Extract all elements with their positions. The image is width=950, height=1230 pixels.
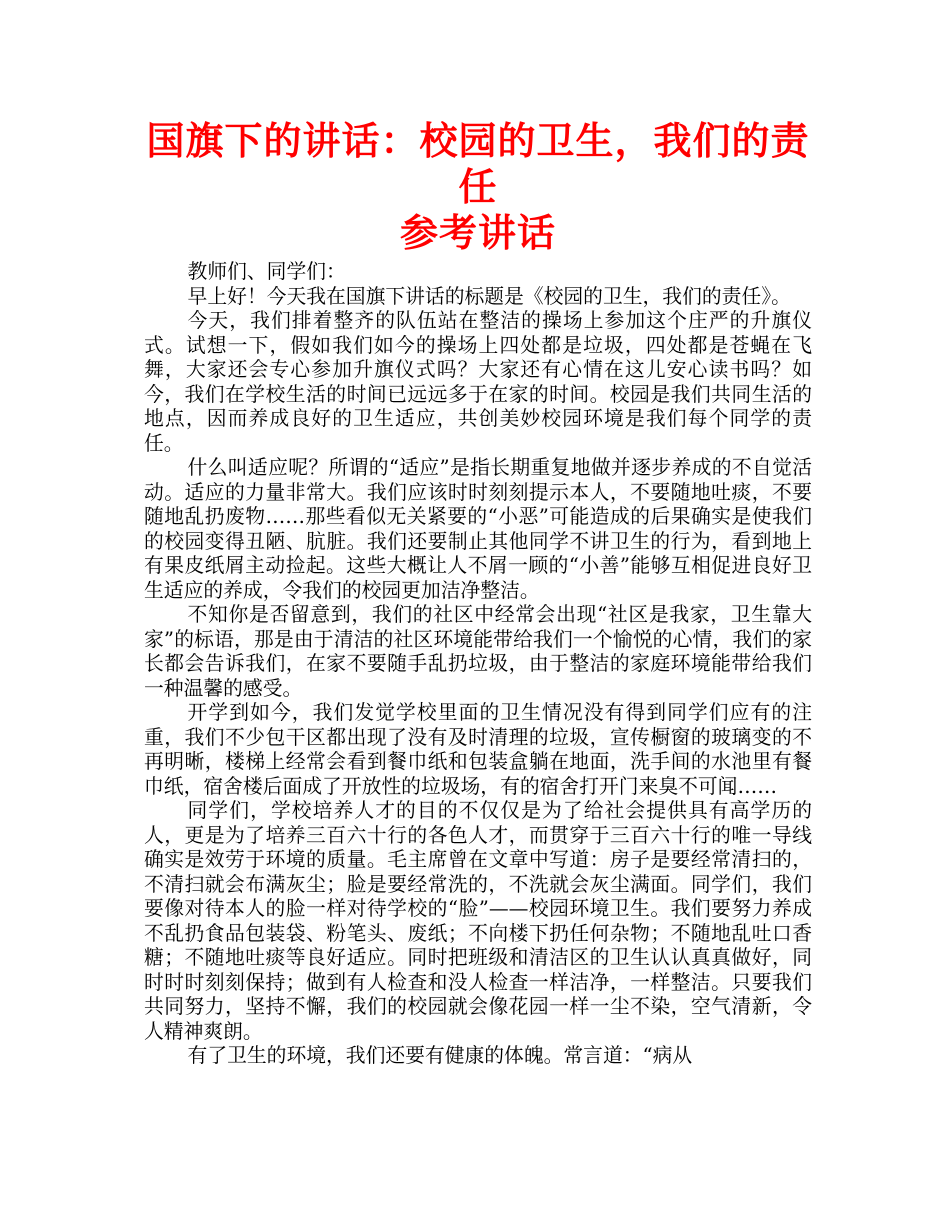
salutation: 教师们、同学们：: [187, 260, 346, 283]
title-line-1: 国旗下的讲话：校园的卫生，我们的责任: [146, 119, 810, 209]
document-title: [144, 118, 812, 256]
paragraph: 不知你是否留意到，我们的社区中经常会出现“社区是我家，卫生靠大家”的标语，那是由于清洁的社区环境能带给我们一个愉悦的心情，我们的家长都会告诉我们，在家不要随手乱扔垃圾，由于整洁的家庭环境能带给我们一种温馨的感受。: [144, 603, 812, 700]
document-body: [144, 260, 812, 1069]
paragraph: 今天，我们排着整齐的队伍站在整洁的操场上参加这个庄严的升旗仪式。试想一下，假如我们如今的操场上四处都是垃圾，四处都是苍蝇在飞舞，大家还会专心参加升旗仪式吗？大家还有心情在这儿安心读书吗？如今，我们在学校生活的时间已远远多于在家的时间。校园是我们共同生活的地点，因而养成良好的卫生适应，共创美妙校园环境是我们每个同学的责任。: [144, 309, 812, 455]
paragraph: 同学们，学校培养人才的目的不仅仅是为了给社会提供具有高学历的人，更是为了培养三百六十行的各色人才，而贯穿于三百六十行的唯一导线确实是效劳于环境的质量。毛主席曾在文章中写道：房子是要经常清扫的，不清扫就会布满灰尘；脸是要经常洗的，不洗就会灰尘满面。同学们，我们要像对待本人的脸一样对待学校的“脸”——校园环境卫生。我们要努力养成不乱扔食品包装袋、粉笔头、废纸；不向楼下扔任何杂物；不随地乱吐口香糖；不随地吐痰等良好适应。同时把班级和清洁区的卫生认认真真做好，同时时时刻刻保持；做到有人检查和没人检查一样洁净，一样整洁。只要我们共同努力，坚持不懈，我们的校园就会像花园一样一尘不染，空气清新，令人精神爽朗。: [144, 799, 812, 1043]
document-page: [144, 118, 812, 1069]
paragraph: 开学到如今，我们发觉学校里面的卫生情况没有得到同学们应有的注重，我们不少包干区都出现了没有及时清理的垃圾，宣传橱窗的玻璃变的不再明晰，楼梯上经常会看到餐巾纸和包装盒躺在地面，洗手间的水池里有餐巾纸，宿舍楼后面成了开放性的垃圾场，有的宿舍打开门来臭不可闻……: [144, 701, 812, 798]
title-line-2: 参考讲话: [399, 211, 556, 255]
paragraph: 有了卫生的环境，我们还要有健康的体魄。常言道：“病从: [187, 1044, 693, 1067]
paragraph: 什么叫适应呢？所谓的“适应”是指长期重复地做并逐步养成的不自觉活动。适应的力量非常大。我们应该时时刻刻提示本人，不要随地吐痰，不要随地乱扔废物……那些看似无关紧要的“小恶”可能造成的后果确实是使我们的校园变得丑陋、肮脏。我们还要制止其他同学不讲卫生的行为，看到地上有果皮纸屑主动捡起。这些大概让人不屑一顾的“小善”能够互相促进良好卫生适应的养成，令我们的校园更加洁净整洁。: [144, 456, 812, 602]
paragraph-greeting: 早上好！今天我在国旗下讲话的标题是《校园的卫生，我们的责任》。: [187, 284, 791, 308]
